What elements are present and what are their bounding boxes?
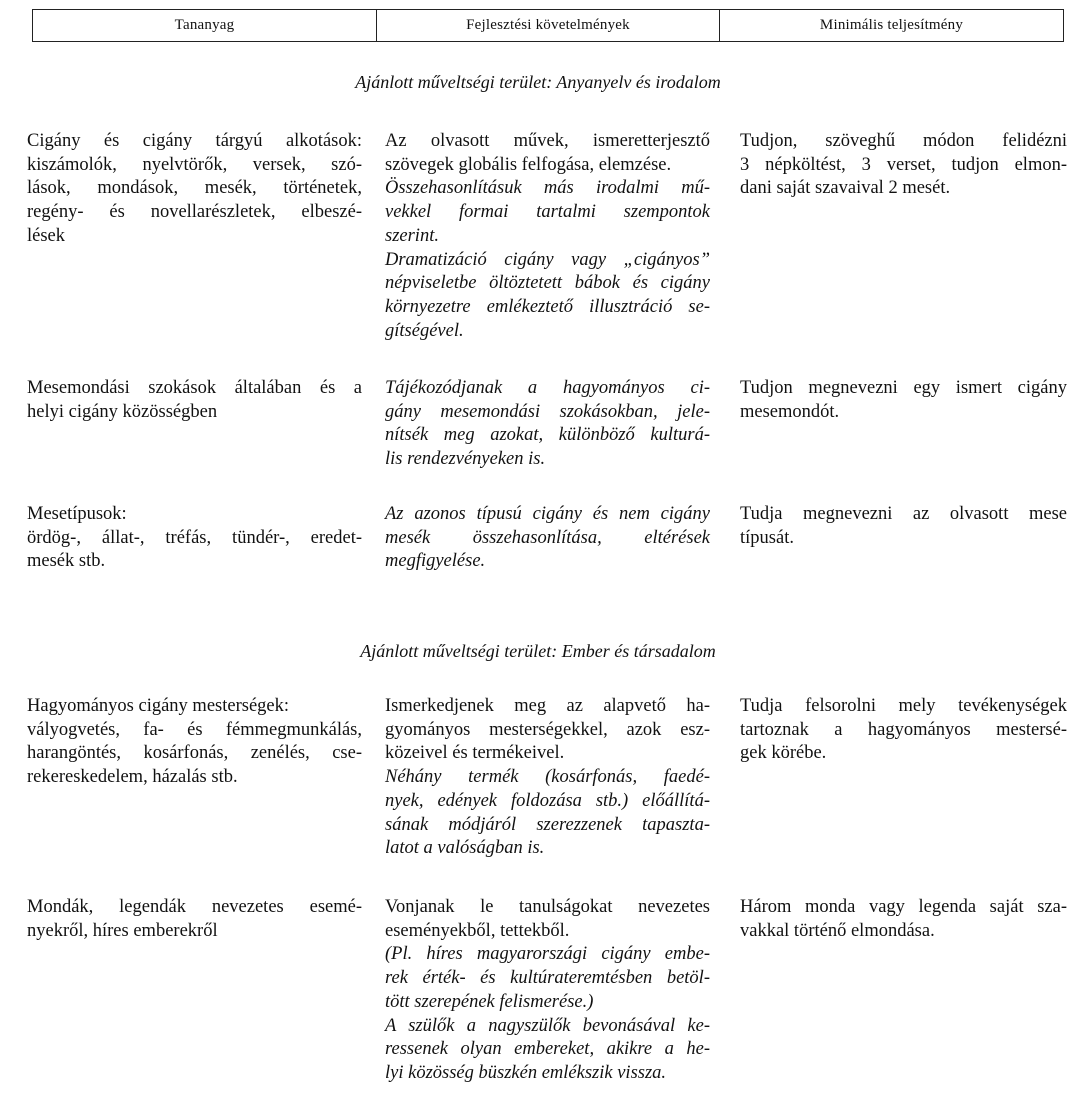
text-line: ressenek olyan embereket, akikre a he-: [385, 1039, 710, 1060]
text-line: lis rendezvényeken is.: [385, 449, 546, 470]
text-line: 3 népköltést, 3 verset, tudjon elmon-: [740, 154, 1067, 175]
text-line: regény- és novellarészletek, elbeszé-: [27, 202, 362, 223]
text-line: nyekről, híres emberekről: [27, 920, 218, 941]
text-line: rek érték- és kultúrateremtésben betöl-: [385, 968, 710, 989]
text-line: vakkal történő elmondása.: [740, 920, 935, 941]
header-tananyag: Tananyag: [33, 10, 377, 41]
row-1-fejlesztes: [385, 130, 710, 343]
text-line: Az olvasott művek, ismeretterjesztő: [385, 131, 710, 151]
text-line: Három monda vagy legenda saját sza-: [740, 897, 1067, 917]
text-line: ördög-, állat-, tréfás, tündér-, eredet-: [27, 527, 362, 548]
text-line: lyi közösség büszkén emlékszik vissza.: [385, 1062, 667, 1083]
row-2-minimalis: [740, 377, 1067, 424]
row-1-minimalis: [740, 130, 1067, 201]
text-line: sának módjáról szerezzenek tapaszta-: [385, 814, 710, 835]
header-minimalis-teljesitmeny: Minimális teljesítmény: [819, 17, 964, 33]
text-line: típusát.: [740, 527, 794, 548]
text-line: latot a valóságban is.: [385, 838, 545, 859]
text-line: nítsék meg azokat, különböző kulturá-: [385, 425, 710, 446]
row-4-tananyag: [27, 695, 362, 790]
text-line: Tájékozódjanak a hagyományos ci-: [385, 378, 710, 398]
text-line: Az azonos típusú cigány és nem cigány: [385, 504, 710, 524]
text-line: kiszámolók, nyelvtörők, versek, szó-: [27, 154, 362, 175]
text-line: tött szerepének felismerése.): [385, 991, 594, 1012]
row-5-minimalis: [740, 896, 1067, 943]
row-2-tananyag: [27, 377, 362, 424]
text-line: (Pl. híres magyarországi cigány embe-: [385, 944, 710, 965]
text-line: Tudja megnevezni az olvasott mese: [740, 504, 1067, 524]
text-line: gyományos mesterségekkel, azok esz-: [385, 719, 710, 740]
text-line: mesék összehasonlítása, eltérések: [385, 527, 710, 548]
text-line: népviseletbe öltöztetett bábok és cigány: [385, 273, 710, 294]
text-line: Néhány termék (kosárfonás, faedé-: [385, 767, 710, 788]
text-line: eseményekből, tettekből.: [385, 920, 570, 941]
text-line: Mesetípusok:: [27, 504, 127, 524]
text-line: Mondák, legendák nevezetes esemé-: [27, 897, 362, 917]
text-line: közeivel és termékeivel.: [385, 743, 565, 764]
text-line: megfigyelése.: [385, 551, 486, 572]
text-line: Összehasonlításuk más irodalmi mű-: [385, 178, 710, 199]
text-line: Cigány és cigány tárgyú alkotások:: [27, 131, 362, 151]
row-4-fejlesztes: [385, 695, 710, 861]
text-line: vályogvetés, fa- és fémmegmunkálás,: [27, 719, 362, 740]
text-line: szövegek globális felfogása, elemzése.: [385, 154, 672, 175]
text-line: környezetre emlékeztető illusztráció se-: [385, 296, 710, 317]
text-line: Ismerkedjenek meg az alapvető ha-: [385, 696, 710, 716]
text-line: gány mesemondási szokásokban, jele-: [385, 401, 710, 422]
text-line: Mesemondási szokások általában és a: [27, 378, 362, 398]
text-line: A szülők a nagyszülők bevonásával ke-: [385, 1015, 710, 1036]
text-line: lások, mondások, mesék, történetek,: [27, 178, 362, 199]
text-line: nyek, edények foldozása stb.) előállítá-: [385, 790, 710, 811]
text-line: Dramatizáció cigány vagy „cigányos”: [385, 249, 710, 270]
text-line: helyi cigány közösségben: [27, 401, 218, 422]
table-header: [32, 9, 1064, 42]
row-2-fejlesztes: [385, 377, 710, 472]
text-line: tartoznak a hagyományos mestersé-: [740, 719, 1067, 740]
text-line: Hagyományos cigány mesterségek:: [27, 696, 290, 716]
text-line: dani saját szavaival 2 mesét.: [740, 178, 951, 199]
text-line: mesék stb.: [27, 551, 106, 572]
text-line: vekkel formai tartalmi szempontok: [385, 202, 710, 223]
text-line: rekereskedelem, házalás stb.: [27, 767, 238, 788]
row-1-tananyag: [27, 130, 362, 249]
row-3-minimalis: [740, 503, 1067, 550]
text-line: lések: [27, 225, 66, 246]
text-line: Tudjon, szöveghű módon felidézni: [740, 131, 1067, 151]
section-title-anyanyelv: Ajánlott műveltségi terület: Anyanyelv és irodalom: [355, 72, 721, 92]
text-line: Tudja felsorolni mely tevékenységek: [740, 696, 1067, 716]
row-5-fejlesztes: [385, 896, 710, 1086]
row-5-tananyag: [27, 896, 362, 943]
row-3-fejlesztes: [385, 503, 710, 574]
header-fejlesztesi-kovetelmenyek: Fejlesztési követelmények: [377, 10, 720, 41]
row-4-minimalis: [740, 695, 1067, 766]
text-line: Tudjon megnevezni egy ismert cigány: [740, 378, 1067, 398]
text-line: gítségével.: [385, 320, 464, 341]
text-line: Vonjanak le tanulságokat nevezetes: [385, 897, 710, 917]
text-line: gek körébe.: [740, 743, 827, 764]
section-title-ember-es-tarsadalom: Ajánlott műveltségi terület: Ember és társadalom: [360, 641, 716, 661]
text-line: mesemondót.: [740, 401, 840, 422]
text-line: szerint.: [385, 225, 439, 246]
row-3-tananyag: [27, 503, 362, 574]
text-line: harangöntés, kosárfonás, zenélés, cse-: [27, 743, 362, 764]
